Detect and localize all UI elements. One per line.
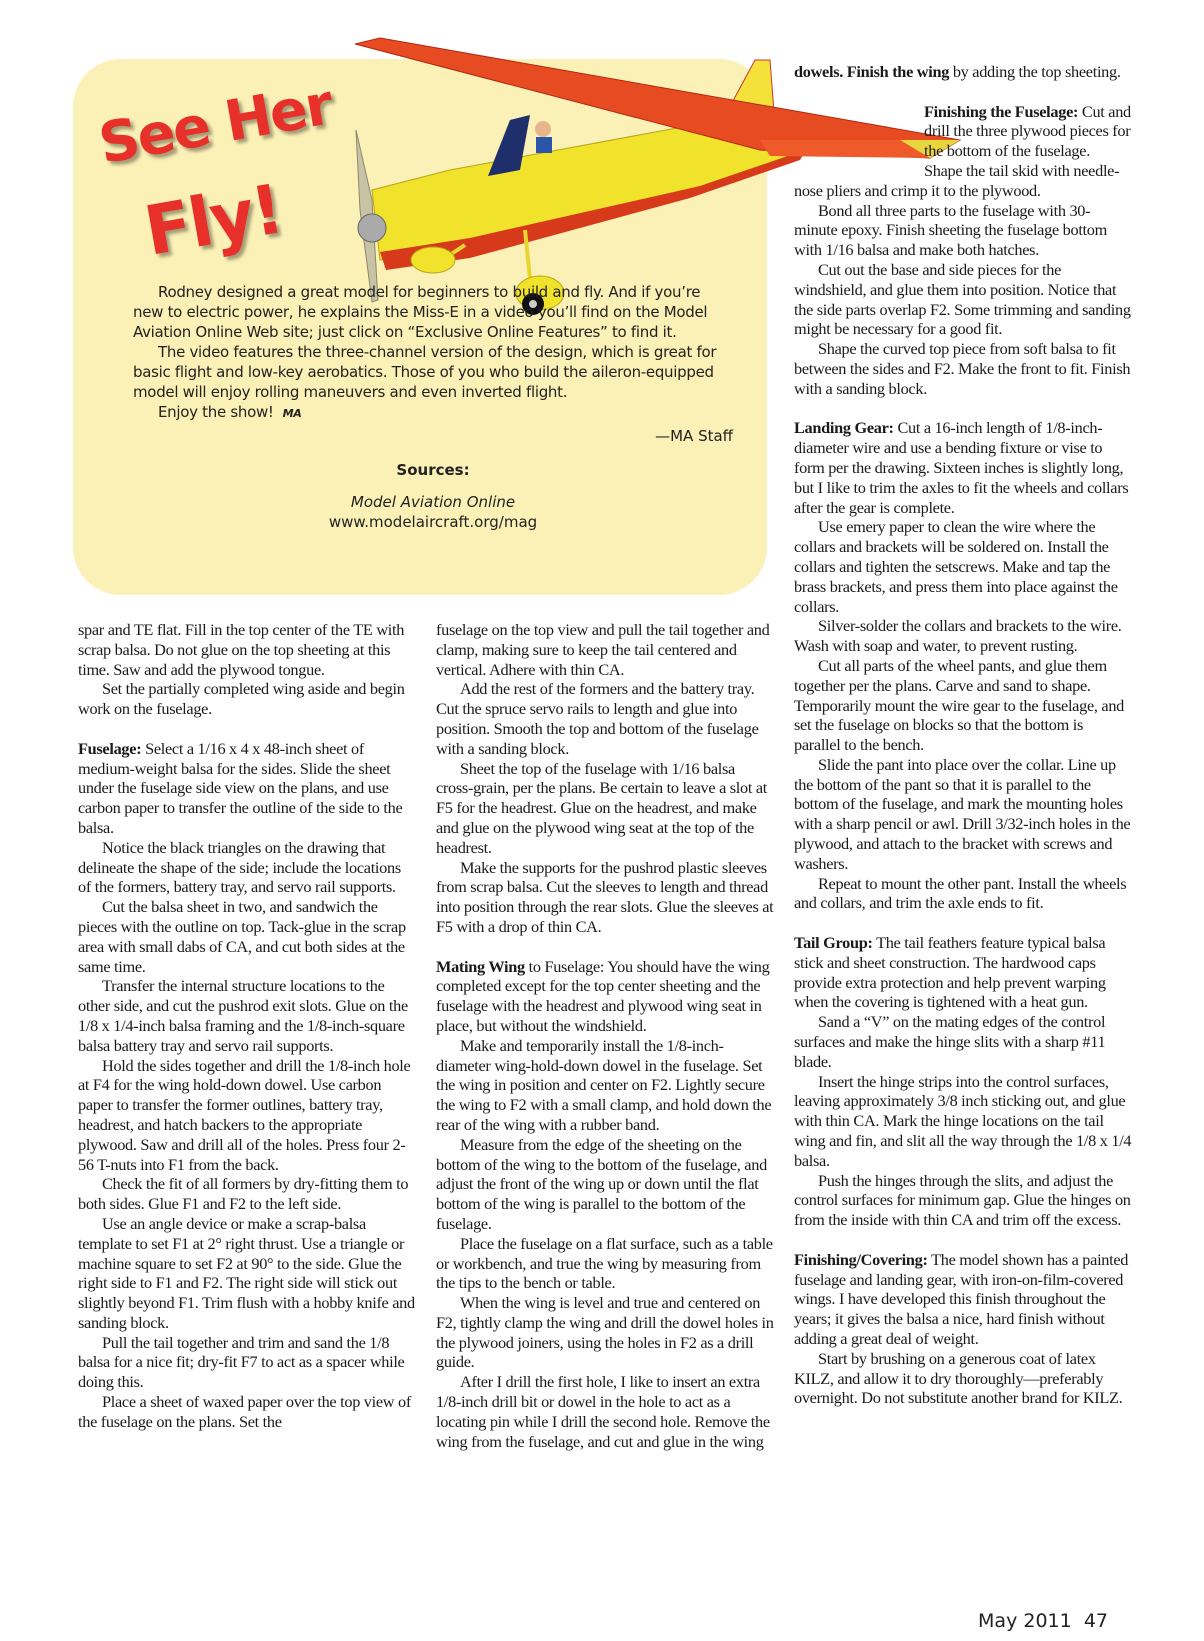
box-title-line1: See Her (94, 72, 337, 178)
intro-text (133, 282, 733, 424)
text-column-right (794, 62, 1132, 1408)
paragraph-text: Cut out the base and side pieces for the windshield, and glue them into position. Notice that the side parts overlap F2. Some trimming and sanding might be necessary for a good fit. (794, 259, 1131, 339)
body-paragraph (794, 517, 1132, 616)
paragraph-text: Cut a 16-inch length of 1/8-inch-diameter wire and use a bending fixture or vise to form per the drawing. Sixteen inches is slightly long, but I like to trim the axles to fit the wheels and collars after the gear is complete. (794, 418, 1129, 517)
issue-date: May 2011 (978, 1610, 1072, 1632)
paragraph-text: Repeat to mount the other pant. Install the wheels and collars, and trim the axle ends to fit. (794, 873, 1127, 913)
intro-paragraph: Rodney designed a great model for beginners to build and fly. And if you’re new to electric power, he explains the Miss-E in a video you’ll find on the Model Aviation Online Web site; just click on “Exclusive Online Features” to find it. (133, 283, 708, 341)
body-paragraph (794, 260, 1132, 339)
section-heading: Finishing the Fuselage: (924, 101, 1079, 121)
body-paragraph (794, 1072, 1132, 1171)
paragraph-text: Use an angle device or make a scrap-balsa template to set F1 at 2° right thrust. Use a triangle or machine square to set F2 at 90° to the side. Glue the right side to F1 and F2. The right side will stick out slightly beyond F1. Trim flush with a hobby knife and sanding block. (78, 1213, 415, 1332)
body-paragraph (436, 858, 774, 937)
paragraph-text: spar and TE flat. Fill in the top center of the TE with scrap balsa. Do not glue on the top sheeting at this time. Saw and add the plywood tongue. (78, 620, 405, 679)
intro-paragraph: The video features the three-channel version of the design, which is great for basic flight and low-key aerobatics. Those of you who build the aileron-equipped model will enjoy rolling maneuvers and even inverted flight. (133, 343, 717, 401)
body-paragraph (78, 1056, 416, 1175)
intro-paragraph (133, 402, 733, 424)
paragraph-text: Cut all parts of the wheel pants, and glue them together per the plans. Carve and sand to shape. Temporarily mount the wire gear to the fuselage, and set the fuselage on blocks so that the bottom is parallel to the bench. (794, 655, 1125, 755)
body-paragraph (794, 201, 1132, 260)
paragraph-text: Push the hinges through the slits, and adjust the control surfaces for minimum gap. Glue the hinges on from the inside with thin CA and trim off the excess. (794, 1170, 1131, 1230)
page-footer (978, 1610, 1108, 1632)
paragraph-text: Cut the balsa sheet in two, and sandwich the pieces with the outline on top. Tack-glue in the scrap area with small dabs of CA, and cut both sides at the same time. (78, 897, 406, 976)
source-name: Model Aviation Online (350, 493, 516, 511)
body-paragraph (436, 1372, 774, 1451)
section-heading: dowels. Finish the wing (794, 62, 950, 81)
paragraph-text: Bond all three parts to the fuselage with 30-minute epoxy. Finish sheeting the fuselage bottom with 1/16 balsa and make both hatches. (794, 200, 1107, 260)
section-heading: Mating Wing (436, 956, 525, 976)
sources-heading: Sources: (396, 461, 470, 479)
body-paragraph (78, 1333, 416, 1392)
body-paragraph (436, 1234, 774, 1293)
body-paragraph (436, 1293, 774, 1372)
paragraph-text: Start by brushing on a generous coat of latex KILZ, and allow it to dry thoroughly—preferably overnight. Do not substitute another brand for KILZ. (794, 1348, 1123, 1408)
intro-closing: Enjoy the show! (158, 403, 274, 421)
body-paragraph (436, 759, 774, 858)
body-paragraph (794, 418, 1132, 517)
paragraph-text: fuselage on the top view and pull the tail together and clamp, making sure to keep the tail centered and vertical. Adhere with thin CA. (436, 620, 770, 679)
paragraph-text: After I drill the first hole, I like to insert an extra 1/8-inch drill bit or dowel in the hole to act as a locating pin while I drill the second hole. Remove the wing from the fuselage, and cut and glue in the wing (436, 1372, 770, 1451)
body-paragraph (78, 838, 416, 897)
text-column-left (78, 620, 416, 1432)
wing-overlap-space (794, 102, 924, 162)
end-mark: MA (282, 407, 302, 420)
body-paragraph (436, 1036, 774, 1135)
page-number: 47 (1083, 1610, 1108, 1632)
text-column-middle (436, 620, 774, 1451)
body-paragraph (794, 755, 1132, 874)
body-paragraph (78, 620, 416, 679)
body-paragraph (78, 1174, 416, 1214)
paragraph-text: Select a 1/16 x 4 x 48-inch sheet of medium-weight balsa for the sides. Slide the sheet under the fuselage side view on the plans, and use carbon paper to transfer the outline of the side to the balsa. (78, 738, 403, 837)
body-paragraph (794, 616, 1132, 656)
paragraph-text: Notice the black triangles on the drawing that delineate the shape of the side; include the locations of the formers, battery tray, and servo rail supports. (78, 837, 401, 897)
paragraph-text: Shape the curved top piece from soft balsa to fit between the sides and F2. Make the front to fit. Finish with a sanding block. (794, 339, 1131, 398)
body-paragraph (436, 620, 774, 679)
paragraph-text: Sheet the top of the fuselage with 1/16 balsa cross-grain, per the plans. Be certain to leave a slot at F5 for the headrest. Glue on the headrest, and make and glue on the plywood wing seat at the top of the headrest. (436, 758, 768, 857)
section-heading: Fuselage: (78, 738, 142, 758)
source-url[interactable]: www.modelaircraft.org/mag (328, 513, 538, 531)
paragraph-text: Pull the tail together and trim and sand the 1/8 balsa for a nice fit; dry-fit F7 to act as a spacer while doing this. (78, 1332, 405, 1392)
body-paragraph (794, 62, 1132, 82)
paragraph-text: to Fuselage: You should have the wing completed except for the top center sheeting and the fuselage with the headrest and plywood wing seat in place, but without the windshield. (436, 956, 770, 1035)
body-paragraph (436, 679, 774, 758)
body-paragraph (794, 1012, 1132, 1071)
paragraph-text: Place the fuselage on a flat surface, such as a table or workbench, and true the wing by measuring from the tips to the bench or table. (436, 1233, 773, 1293)
body-paragraph (78, 739, 416, 838)
body-paragraph (794, 102, 1132, 201)
body-paragraph (794, 933, 1132, 1012)
paragraph-text: When the wing is level and true and centered on F2, tightly clamp the wing and drill the dowel holes in the plywood joiners, using the holes in F2 as a drill guide. (436, 1293, 774, 1372)
paragraph-text: Insert the hinge strips into the control surfaces, leaving approximately 3/8 inch sticking out, and glue with thin CA. Mark the hinge locations on the tail wing and fin, and slit all the way through the 1/8 x 1/4 balsa. (794, 1071, 1132, 1170)
paragraph-text: Make and temporarily install the 1/8-inch-diameter wing-hold-down dowel in the fuselage. Set the wing in position and center on F2. Lightly secure the wing to F2 with a small clamp, and hold down the rear of the wing with a rubber band. (436, 1035, 772, 1134)
paragraph-text: Check the fit of all formers by dry-fitting them to both sides. Glue F1 and F2 to the left side. (78, 1174, 409, 1214)
paragraph-text: by adding the top sheeting. (949, 62, 1121, 81)
body-paragraph (436, 957, 774, 1036)
section-heading: Finishing/Covering: (794, 1249, 928, 1269)
paragraph-text: Hold the sides together and drill the 1/8-inch hole at F4 for the wing hold-down dowel. Use carbon paper to transfer the former outlines, battery tray, headrest, and hatch backers to the appropriate plywood. Saw and drill all of the holes. Press four 2-56 T-nuts into F1 from the back. (78, 1055, 411, 1174)
paragraph-text: Cut and drill the three plywood pieces for the bottom of the fuselage. Shape the tail skid with needle-nose pliers and crimp it to the plywood. (794, 101, 1131, 200)
signature: —MA Staff (655, 427, 733, 445)
paragraph-text: Silver-solder the collars and brackets to the wire. Wash with soap and water, to prevent rusting. (794, 616, 1122, 656)
section-heading: Tail Group: (794, 933, 873, 953)
box-title-line2: Fly! (138, 170, 288, 272)
body-paragraph (794, 339, 1132, 398)
paragraph-text: Slide the pant into place over the collar. Line up the bottom of the pant so that it is parallel to the bottom of the fuselage, and mark the mounting holes with a sharp pencil or awl. Drill 3/32-inch holes in the plywood, and attach to the bracket with screws and washers. (794, 754, 1131, 873)
paragraph-text: Transfer the internal structure locations to the other side, and cut the pushrod exit slots. Glue on the 1/8 x 1/4-inch balsa framing and the 1/8-inch-square balsa battery tray and servo rail supports. (78, 976, 408, 1055)
paragraph-text: The tail feathers feature typical balsa stick and sheet construction. The hardwood caps provide extra protection and help prevent warping when the covering is tightened with a heat gun. (794, 933, 1106, 1012)
body-paragraph (794, 1349, 1132, 1408)
body-paragraph (794, 656, 1132, 755)
paragraph-text: Use emery paper to clean the wire where the collars and brackets will be soldered on. Install the collars and tighten the setscrews. Make and tap the brass brackets, and press them into place against the collars. (794, 517, 1118, 616)
paragraph-text: Sand a “V” on the mating edges of the control surfaces and make the hinge slits with a sharp #11 blade. (794, 1012, 1106, 1071)
body-paragraph (78, 1392, 416, 1432)
paragraph-text: The model shown has a painted fuselage and landing gear, with iron-on-film-covered wings. I have developed this finish throughout the years; it gives the balsa a nice, hard finish without adding a great deal of weight. (794, 1249, 1129, 1348)
body-paragraph (78, 679, 416, 719)
paragraph-text: Set the partially completed wing aside and begin work on the fuselage. (78, 679, 405, 719)
body-paragraph (794, 874, 1132, 914)
body-paragraph (78, 1214, 416, 1333)
paragraph-text: Make the supports for the pushrod plastic sleeves from scrap balsa. Cut the sleeves to length and thread into position through the rear slots. Glue the sleeves at F5 with a drop of thin CA. (436, 857, 774, 936)
body-paragraph (794, 1250, 1132, 1349)
body-paragraph (436, 1135, 774, 1234)
paragraph-text: Add the rest of the formers and the battery tray. Cut the spruce servo rails to length and glue into position. Smooth the top and bottom of the fuselage with a sanding block. (436, 679, 759, 758)
paragraph-text: Place a sheet of waxed paper over the top view of the fuselage on the plans. Set the (78, 1392, 411, 1431)
paragraph-text: Measure from the edge of the sheeting on the bottom of the wing to the bottom of the fuselage, and adjust the front of the wing up or down until the flat bottom of the wing is parallel to the bottom of the fuselage. (436, 1134, 767, 1233)
box-text (133, 282, 733, 532)
body-paragraph (78, 897, 416, 976)
section-heading: Landing Gear: (794, 418, 894, 438)
body-paragraph (794, 1171, 1132, 1230)
body-paragraph (78, 976, 416, 1055)
